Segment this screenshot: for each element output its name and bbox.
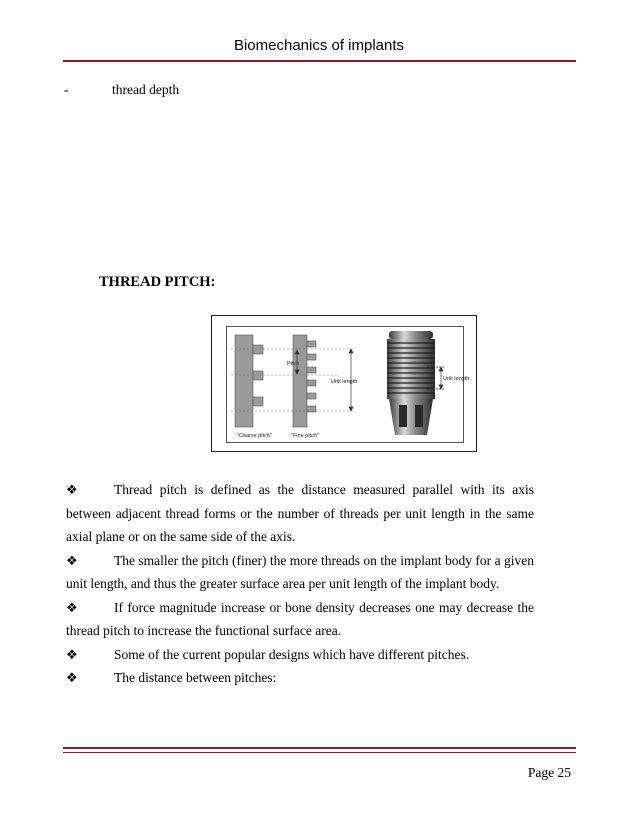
dash-item-text: thread depth: [112, 82, 180, 97]
bullet-text: Some of the current popular designs which have different pitches.: [114, 646, 470, 662]
diamond-bullet-icon: ❖: [66, 482, 78, 497]
header-rule: [63, 60, 576, 62]
bullet-item: [66, 596, 534, 643]
bullet-text: Thread pitch is defined as the distance measured parallel with its axis between adjacent thread forms or the number of threads per unit length in the same axial plane or on the same side of the axis.: [66, 482, 534, 544]
diamond-bullet-icon: ❖: [66, 599, 78, 615]
diamond-bullet-icon: ❖: [66, 552, 78, 568]
unit-length-label-right: Unit length: [443, 376, 470, 382]
footer-rule-thick: [63, 747, 576, 749]
pitch-label: Pitch: [287, 361, 300, 367]
implant-illustration: [387, 331, 435, 435]
bullet-text: If force magnitude increase or bone density decreases one may decrease the thread pitch to increase the functional surface area.: [66, 599, 534, 638]
page-number: Page 25: [527, 765, 571, 780]
fine-pitch-label: "Fine pitch": [291, 433, 319, 439]
bullet-item: [66, 478, 534, 549]
bullet-item: [66, 643, 534, 667]
thread-pitch-diagram: [227, 327, 470, 442]
unit-length-label-left: Unit length: [331, 379, 358, 385]
bullet-item: [66, 549, 534, 596]
figure-image-area: [226, 326, 470, 443]
section-heading: THREAD PITCH:: [99, 274, 216, 290]
bullet-item: [66, 666, 534, 690]
diamond-bullet-icon: ❖: [66, 646, 78, 662]
bullet-text: The distance between pitches:: [114, 670, 277, 685]
dash-marker: -: [64, 82, 69, 97]
coarse-pitch-label: "Coarse pitch": [237, 433, 272, 439]
bullet-list: [66, 478, 534, 690]
diamond-bullet-icon: ❖: [66, 670, 78, 685]
page-header-title: Biomechanics of implants: [233, 37, 405, 54]
footer-rule-thin: [63, 752, 576, 753]
bullet-text: The smaller the pitch (finer) the more threads on the implant body for a given unit length, and thus the greater surface area per unit length of the implant body.: [66, 552, 534, 591]
thread-pitch-figure: [211, 315, 477, 452]
